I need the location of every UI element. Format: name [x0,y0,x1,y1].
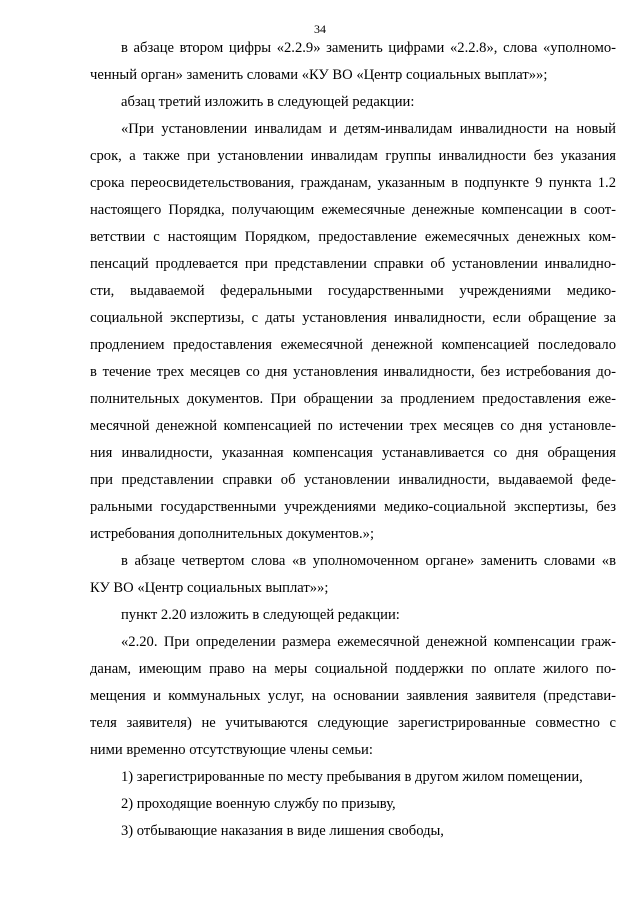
text-line: полнительных документов. При обращении за продлением предоставления еже- [90,391,616,407]
text-line: 1) зарегистрированные по месту пребывания в другом жилом помещении, [121,769,583,785]
text-line: пенсаций продлевается при представлении справки об установлении инвалидно- [90,256,616,272]
text-line: в абзаце четвертом слова «в уполномоченном органе» заменить словами «в [121,553,616,569]
text-line: срока переосвидетельствования, гражданам, указанным в подпункте 9 пункта 1.2 [90,175,616,191]
text-line: сти, выдаваемой федеральными государственными учреждениями медико- [90,283,616,299]
text-line: месячной денежной компенсацией по истечении трех месяцев со дня установле- [90,418,616,434]
text-line: продлением предоставления ежемесячной денежной компенсацией последовало [90,337,616,353]
text-line: ченный орган» заменить словами «КУ ВО «Центр социальных выплат»»; [90,67,548,83]
text-line: в абзаце втором цифры «2.2.9» заменить цифрами «2.2.8», слова «уполномо- [121,40,616,56]
text-line: «При установлении инвалидам и детям-инвалидам инвалидности на новый [121,121,616,137]
text-line: мещения и коммунальных услуг, на основании заявления заявителя (представи- [90,688,616,704]
text-line: ветствии с настоящим Порядком, предоставление ежемесячных денежных ком- [90,229,616,245]
page-number: 34 [314,22,326,36]
text-line: настоящего Порядка, получающим ежемесячные денежные компенсации в соот- [90,202,616,218]
text-line: ральными государственными учреждениями медико-социальной экспертизы, без [90,499,616,515]
text-line: «2.20. При определении размера ежемесячной денежной компенсации граж- [121,634,616,650]
text-line: в течение трех месяцев со дня установления инвалидности, без истребования до- [90,364,616,380]
text-line: срок, а также при установлении инвалидам группы инвалидности без указания [90,148,616,164]
text-line: социальной экспертизы, с даты установления инвалидности, если обращение за [90,310,616,326]
text-line: 2) проходящие военную службу по призыву, [121,796,396,812]
text-line: при представлении справки об установлении инвалидности, выдаваемой феде- [90,472,616,488]
text-line: абзац третий изложить в следующей редакции: [121,94,415,110]
text-line: 3) отбывающие наказания в виде лишения свободы, [121,823,444,839]
text-line: теля заявителя) не учитываются следующие зарегистрированные совместно с [90,715,616,731]
text-line: ними временно отсутствующие члены семьи: [90,742,373,758]
text-line: ния инвалидности, указанная компенсация устанавливается со дня обращения [90,445,616,461]
text-line: КУ ВО «Центр социальных выплат»»; [90,580,329,596]
text-line: данам, имеющим право на меры социальной поддержки по оплате жилого по- [90,661,616,677]
text-line: истребования дополнительных документов.»; [90,526,374,542]
text-line: пункт 2.20 изложить в следующей редакции: [121,607,400,623]
